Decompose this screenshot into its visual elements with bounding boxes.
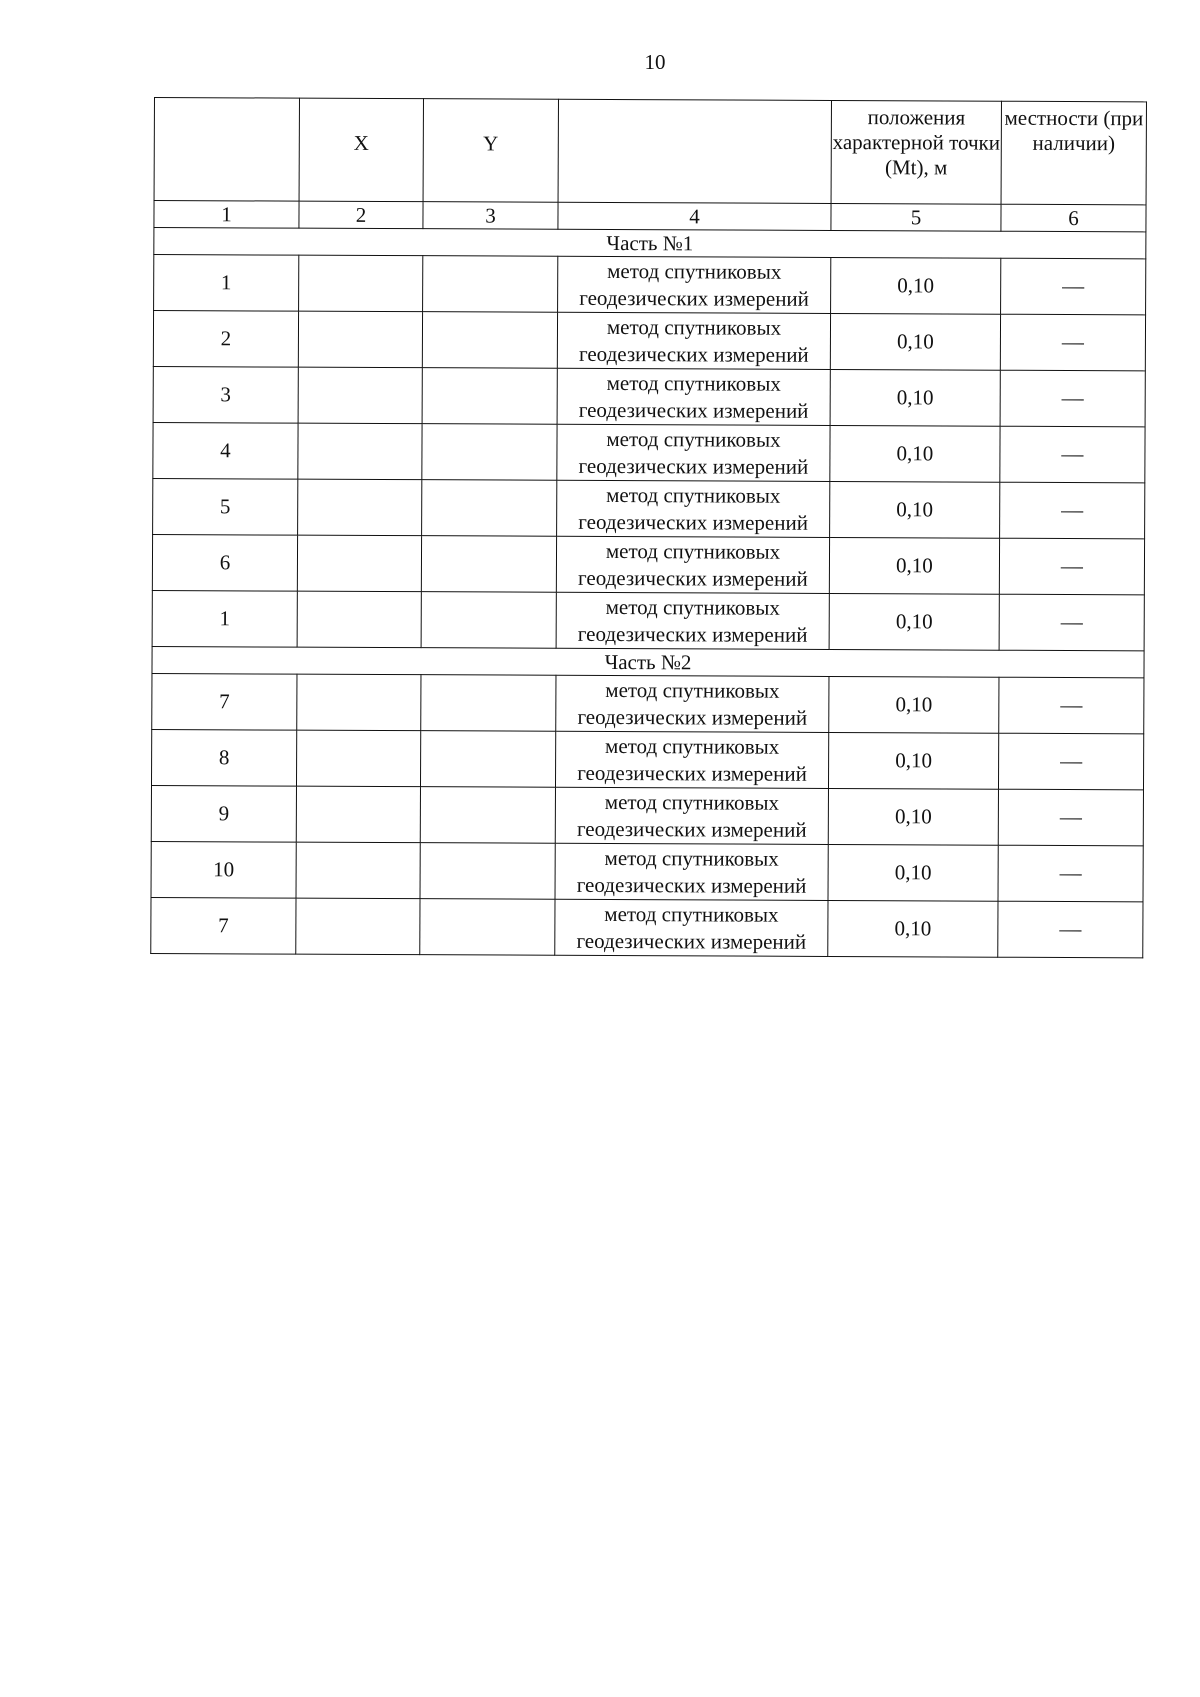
table-row <box>153 366 1145 426</box>
description-cell: — <box>999 677 1144 734</box>
description-cell: — <box>999 538 1144 595</box>
section-row <box>154 228 1146 259</box>
coordinate-y-cell <box>420 899 555 956</box>
page-number: 10 <box>644 50 666 74</box>
coordinate-x-cell <box>296 842 420 899</box>
accuracy-cell: 0,10 <box>830 369 1000 426</box>
description-cell: — <box>998 789 1143 846</box>
coordinate-x-cell <box>296 898 420 955</box>
header-cell-x: X <box>299 98 423 202</box>
point-number-cell: 9 <box>151 785 296 842</box>
accuracy-cell: 0,10 <box>829 537 999 594</box>
table-row <box>153 422 1145 482</box>
table-row <box>151 897 1143 957</box>
point-number-cell: 7 <box>152 673 297 730</box>
column-number: 1 <box>154 201 299 229</box>
description-cell: — <box>1000 426 1145 483</box>
description-cell: — <box>1000 314 1145 371</box>
section-row <box>152 646 1144 677</box>
accuracy-cell: 0,10 <box>829 593 999 650</box>
table-row <box>153 311 1145 371</box>
point-number-cell: 6 <box>152 534 297 591</box>
coordinate-x-cell <box>298 311 422 368</box>
accuracy-cell: 0,10 <box>828 900 998 957</box>
table-row <box>151 841 1143 901</box>
accuracy-cell: 0,10 <box>831 257 1001 314</box>
description-cell: — <box>998 733 1143 790</box>
coordinate-x-cell <box>298 479 422 536</box>
column-number: 6 <box>1001 204 1146 232</box>
table-row <box>152 590 1144 650</box>
description-cell: — <box>998 901 1143 958</box>
method-cell: метод спутниковых геодезических измерений <box>556 675 829 732</box>
section-title: Часть №2 <box>152 646 1144 677</box>
header-cell-method <box>558 99 831 203</box>
method-cell: метод спутниковых геодезических измерений <box>555 787 828 844</box>
coordinate-x-cell <box>296 730 420 787</box>
description-cell: — <box>1000 370 1145 427</box>
column-number: 4 <box>558 202 831 230</box>
header-cell-description <box>1001 101 1146 205</box>
column-number-row <box>154 201 1146 232</box>
coordinates-table <box>150 97 1147 958</box>
method-cell: метод спутниковых геодезических измерений <box>557 480 830 537</box>
point-number-cell: 8 <box>151 729 296 786</box>
point-number-cell: 1 <box>152 590 297 647</box>
accuracy-cell: 0,10 <box>830 313 1000 370</box>
coordinate-y-cell <box>421 536 556 593</box>
section-title: Часть №1 <box>154 228 1146 259</box>
header-description-text: местности (при наличии) <box>1004 105 1144 156</box>
table-row <box>152 534 1144 594</box>
coordinate-y-cell <box>423 256 558 313</box>
column-number: 2 <box>299 201 423 229</box>
coordinate-x-cell <box>297 535 421 592</box>
coordinate-y-cell <box>421 675 556 732</box>
coordinate-x-cell <box>297 674 421 731</box>
point-number-cell: 5 <box>153 478 298 535</box>
method-cell: метод спутниковых геодезических измерений <box>557 312 830 369</box>
method-cell: метод спутниковых геодезических измерений <box>556 592 829 649</box>
coordinate-y-cell <box>422 480 557 537</box>
accuracy-cell: 0,10 <box>828 732 998 789</box>
description-cell: — <box>999 594 1144 651</box>
point-number-cell: 4 <box>153 422 298 479</box>
coordinates-table-wrapper <box>150 97 1146 958</box>
coordinate-x-cell <box>297 591 421 648</box>
table-row <box>153 478 1145 538</box>
point-number-cell: 7 <box>151 897 296 954</box>
method-cell: метод спутниковых геодезических измерений <box>555 731 828 788</box>
column-number: 3 <box>423 202 558 230</box>
coordinate-x-cell <box>296 786 420 843</box>
method-cell: метод спутниковых геодезических измерений <box>555 843 828 900</box>
coordinate-y-cell <box>422 424 557 481</box>
point-number-cell: 10 <box>151 841 296 898</box>
column-number: 5 <box>831 203 1001 231</box>
coordinate-y-cell <box>421 592 556 649</box>
header-cell-y: Y <box>423 99 558 203</box>
method-cell: метод спутниковых геодезических измерений <box>557 424 830 481</box>
table-row <box>151 729 1143 789</box>
method-cell: метод спутниковых геодезических измерений <box>557 368 830 425</box>
coordinate-y-cell <box>420 731 555 788</box>
table-row <box>152 673 1144 733</box>
description-cell: — <box>998 845 1143 902</box>
header-cell-accuracy <box>831 100 1001 204</box>
header-cell-point <box>154 98 299 202</box>
description-cell: — <box>1001 258 1146 315</box>
point-number-cell: 3 <box>153 366 298 423</box>
method-cell: метод спутниковых геодезических измерений <box>556 536 829 593</box>
accuracy-cell: 0,10 <box>828 788 998 845</box>
table-row <box>154 255 1146 315</box>
coordinate-x-cell <box>298 367 422 424</box>
table-row <box>151 785 1143 845</box>
coordinate-x-cell <box>298 423 422 480</box>
accuracy-cell: 0,10 <box>829 676 999 733</box>
point-number-cell: 2 <box>153 311 298 368</box>
accuracy-cell: 0,10 <box>830 425 1000 482</box>
coordinate-y-cell <box>420 787 555 844</box>
header-accuracy-text: положения характерной точки (Mt), м <box>832 105 1001 180</box>
table-header-row <box>154 98 1146 205</box>
accuracy-cell: 0,10 <box>828 844 998 901</box>
coordinate-x-cell <box>299 255 423 312</box>
method-cell: метод спутниковых геодезических измерений <box>555 899 828 956</box>
method-cell: метод спутниковых геодезических измерений <box>558 256 831 313</box>
coordinate-y-cell <box>420 843 555 900</box>
coordinate-y-cell <box>422 312 557 369</box>
coordinate-y-cell <box>422 368 557 425</box>
accuracy-cell: 0,10 <box>830 481 1000 538</box>
description-cell: — <box>1000 482 1145 539</box>
point-number-cell: 1 <box>154 255 299 312</box>
